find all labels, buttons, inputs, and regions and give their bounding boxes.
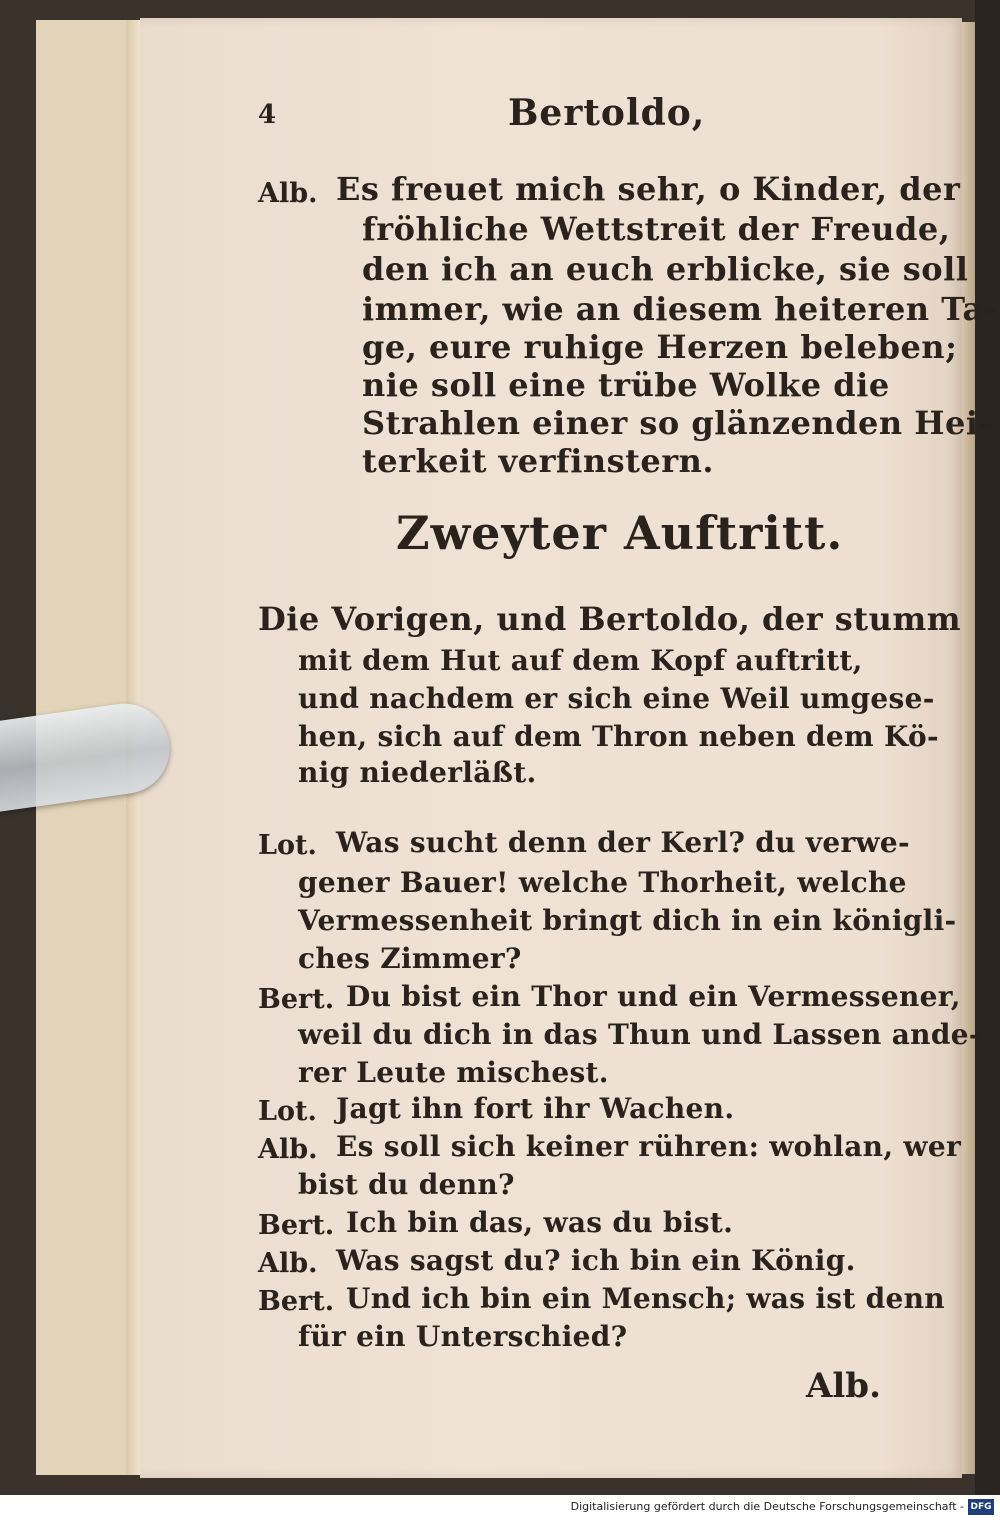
dialogue-line: für ein Unterschied? — [298, 1320, 628, 1353]
dialogue-line: Vermessenheit bringt dich in ein königli- — [298, 904, 957, 937]
stage-direction-line: und nachdem er sich eine Weil umgese- — [298, 682, 935, 715]
dialogue-line: Du bist ein Thor und ein Vermessener, — [346, 980, 961, 1013]
speech-line: Es freuet mich sehr, o Kinder, der — [336, 170, 961, 208]
speech-line: Strahlen einer so glänzenden Hei- — [362, 404, 993, 442]
page-number: 4 — [258, 100, 277, 130]
scene-heading: Zweyter Auftritt. — [396, 506, 844, 560]
running-title: Bertoldo, — [508, 92, 706, 134]
catchword: Alb. — [806, 1366, 881, 1406]
speech-line: den ich an euch erblicke, sie soll — [362, 250, 969, 288]
speaker-label: Bert. — [258, 1286, 335, 1317]
stage-direction-line: mit dem Hut auf dem Kopf auftritt, — [298, 644, 863, 677]
speaker-label: Alb. — [258, 1134, 318, 1165]
dialogue-line: rer Leute mischest. — [298, 1056, 609, 1089]
dfg-logo-icon: DFG — [968, 1499, 994, 1515]
page-fore-edge — [962, 22, 975, 1474]
speaker-label: Bert. — [258, 1210, 335, 1241]
dialogue-line: weil du dich in das Thun und Lassen ande- — [298, 1018, 981, 1051]
speaker-label: Alb. — [258, 1248, 318, 1279]
speaker-label: Bert. — [258, 984, 335, 1015]
dialogue-line: ches Zimmer? — [298, 942, 522, 975]
speaker-label: Lot. — [258, 830, 317, 861]
speech-line: terkeit verfinstern. — [362, 442, 715, 480]
dialogue-line: Es soll sich keiner rühren: wohlan, wer — [336, 1130, 962, 1163]
funding-notice: Digitalisierung gefördert durch die Deutsche Forschungsgemeinschaft - — [570, 1500, 964, 1513]
speech-line: ge, eure ruhige Herzen beleben; — [362, 328, 958, 366]
speech-line: nie soll eine trübe Wolke die — [362, 366, 890, 404]
stage-direction-line: nig niederläßt. — [298, 756, 537, 789]
dialogue-line: Und ich bin ein Mensch; was ist denn — [346, 1282, 945, 1315]
dialogue-line: Was sagst du? ich bin ein König. — [336, 1244, 856, 1277]
dialogue-line: Was sucht denn der Kerl? du verwe- — [336, 826, 910, 859]
speaker-label: Alb. — [258, 178, 318, 209]
dialogue-line: gener Bauer! welche Thorheit, welche — [298, 866, 907, 899]
speaker-label: Lot. — [258, 1096, 317, 1127]
dialogue-line: Jagt ihn fort ihr Wachen. — [336, 1092, 735, 1125]
dialogue-line: Ich bin das, was du bist. — [346, 1206, 734, 1239]
speech-line: fröhliche Wettstreit der Freude, — [362, 210, 951, 248]
dialogue-line: bist du denn? — [298, 1168, 515, 1201]
stage-direction-line: hen, sich auf dem Thron neben dem Kö- — [298, 720, 939, 753]
stage-direction-line: Die Vorigen, und Bertoldo, der stumm — [258, 600, 962, 638]
speech-line: immer, wie an diesem heiteren Ta- — [362, 290, 998, 328]
